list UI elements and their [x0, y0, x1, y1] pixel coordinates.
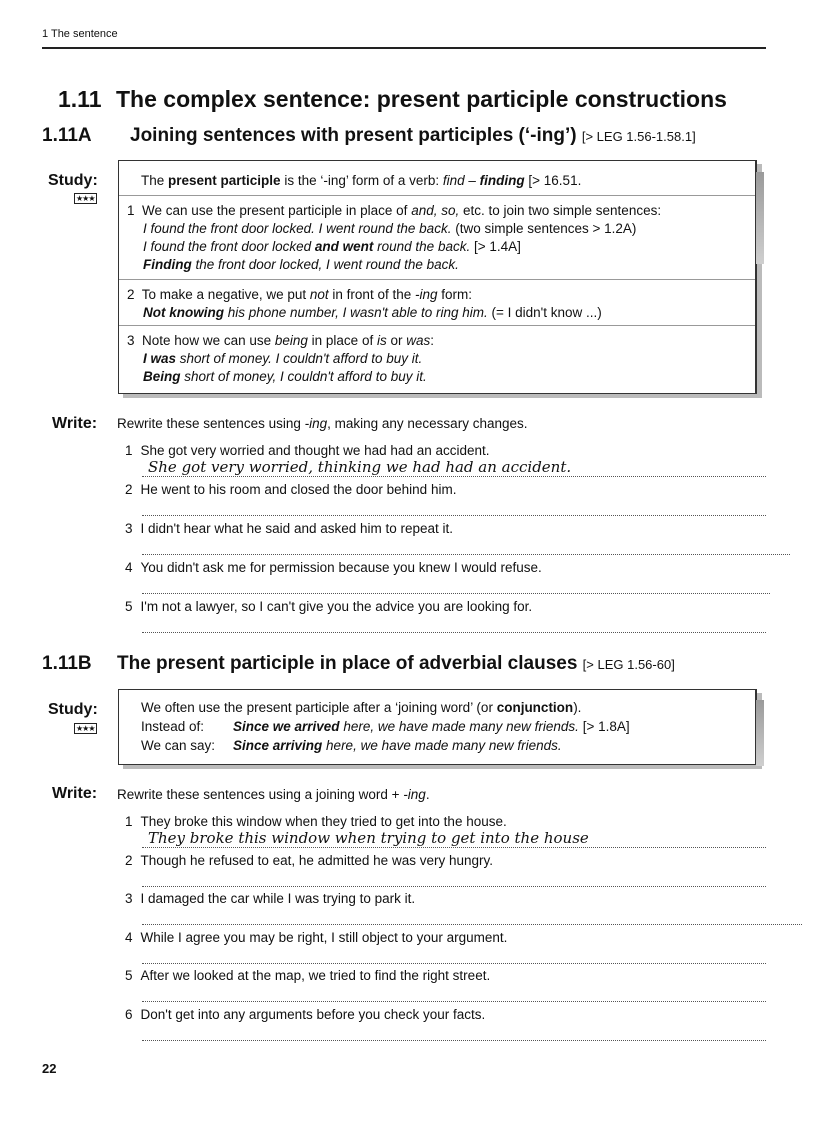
- box-a-point-3-example-2: Being short of money, I couldn't afford to buy it.: [143, 369, 427, 384]
- box-a-point-1: 1 We can use the present participle in place of and, so, etc. to join two simple sentences:: [127, 203, 662, 218]
- main-heading: [58, 86, 727, 113]
- section-a-study-label: Study:: [48, 172, 98, 189]
- answer-line[interactable]: [142, 963, 766, 964]
- answer-line[interactable]: [142, 593, 770, 594]
- section-a-write-label: Write:: [52, 415, 98, 432]
- page-number: 22: [42, 1061, 57, 1076]
- section-a-study-box: [118, 160, 757, 394]
- exercise-number: 3: [125, 891, 133, 906]
- exercise-text: You didn't ask me for permission because you knew I would refuse.: [140, 560, 542, 575]
- exercise-sentence: [125, 443, 490, 458]
- box-a-point-1-example-2: I found the front door locked and went round the back. [> 1.4A]: [143, 239, 521, 254]
- exercise-text: He went to his room and closed the door behind him.: [140, 482, 457, 497]
- main-heading-title: The complex sentence: present participle constructions: [116, 86, 727, 112]
- exercise-text: Though he refused to eat, he admitted he was very hungry.: [140, 852, 493, 868]
- section-a-heading: [42, 125, 696, 147]
- exercise-text: She got very worried and thought we had had an accident.: [140, 443, 490, 458]
- exercise-sentence: [125, 814, 507, 829]
- section-b-title: The present participle in place of adverbial clauses: [117, 653, 578, 674]
- exercise-sentence: [125, 560, 542, 575]
- exercise-number: 4: [125, 560, 133, 575]
- answer-line[interactable]: [142, 1040, 766, 1041]
- section-b-instruction: Rewrite these sentences using a joining word + -ing.: [117, 787, 430, 802]
- answer-line[interactable]: [142, 924, 802, 925]
- box-a-point-3-example-1: I was short of money. I couldn't afford to buy it.: [143, 351, 423, 366]
- answer-line[interactable]: [142, 1001, 766, 1002]
- exercise-sentence: [125, 482, 456, 497]
- difficulty-stars-icon: ★★★: [76, 194, 95, 203]
- exercise-text: They broke this window when they tried to get into the house.: [140, 814, 507, 829]
- exercise-number: 2: [125, 482, 133, 497]
- section-b-heading: [42, 653, 675, 675]
- running-head: 1 The sentence: [42, 28, 118, 40]
- box-a-point-1-example-1: I found the front door locked. I went round the back. (two simple sentences > 1.2A): [143, 221, 637, 236]
- box-a-point-2-example: Not knowing his phone number, I wasn't able to ring him. (= I didn't know ...): [143, 305, 602, 320]
- section-a-title: Joining sentences with present participles (‘-ing’): [130, 125, 577, 146]
- section-b-ref: [> LEG 1.56-60]: [582, 657, 675, 672]
- exercise-sentence: [125, 599, 532, 614]
- handwritten-answer: She got very worried, thinking we had had an accident.: [148, 458, 572, 476]
- exercise-sentence: [125, 968, 490, 983]
- answer-line[interactable]: [142, 847, 766, 848]
- exercise-number: 2: [125, 852, 133, 868]
- box-b-line-3: We can say: Since arriving here, we have made many new friends.: [141, 738, 562, 753]
- exercise-sentence: [125, 853, 493, 868]
- box-a-intro: The present participle is the ‘-ing’ form of a verb: find – finding [> 16.51.: [141, 173, 582, 188]
- section-a-instruction: Rewrite these sentences using -ing, making any necessary changes.: [117, 416, 528, 431]
- exercise-sentence: [125, 891, 415, 906]
- section-a-number: 1.11A: [42, 125, 92, 146]
- exercise-text: I damaged the car while I was trying to park it.: [140, 891, 416, 906]
- box-a-point-2: 2 To make a negative, we put not in front of the -ing form:: [127, 287, 473, 302]
- exercise-number: 5: [125, 599, 133, 614]
- exercise-sentence: [125, 1007, 485, 1022]
- handwritten-answer: They broke this window when trying to get into the house: [148, 829, 589, 847]
- box-a-shadow-strip: [756, 172, 764, 264]
- exercise-sentence: [125, 521, 453, 536]
- exercise-number: 6: [125, 1006, 133, 1022]
- exercise-number: 1: [125, 814, 133, 829]
- exercise-number: 5: [125, 968, 133, 983]
- difficulty-stars-icon: ★★★: [76, 724, 95, 733]
- box-a-point-1-example-3: Finding the front door locked, I went round the back.: [143, 257, 459, 272]
- exercise-text: Don't get into any arguments before you check your facts.: [140, 1006, 486, 1022]
- box-a-point-3: 3 Note how we can use being in place of is or was:: [127, 333, 434, 348]
- exercise-text: I'm not a lawyer, so I can't give you the advice you are looking for.: [140, 599, 533, 614]
- section-b-study-box: [118, 689, 757, 765]
- section-b-number: 1.11B: [42, 653, 92, 674]
- main-heading-number: 1.11: [58, 86, 102, 112]
- answer-line[interactable]: [142, 554, 790, 555]
- header-rule: [42, 47, 766, 49]
- section-b-study-label: Study:: [48, 701, 98, 718]
- answer-line[interactable]: [142, 886, 766, 887]
- exercise-sentence: [125, 930, 507, 945]
- exercise-text: I didn't hear what he said and asked him to repeat it.: [140, 521, 454, 536]
- exercise-number: 3: [125, 521, 133, 536]
- exercise-text: After we looked at the map, we tried to find the right street.: [140, 968, 491, 983]
- exercise-number: 4: [125, 929, 133, 945]
- section-a-ref: [> LEG 1.56-1.58.1]: [581, 129, 696, 144]
- answer-line[interactable]: [142, 632, 766, 633]
- section-b-write-label: Write:: [52, 785, 98, 802]
- exercise-text: While I agree you may be right, I still object to your argument.: [140, 929, 508, 945]
- box-b-line-1: We often use the present participle after a ‘joining word’ (or conjunction).: [141, 700, 582, 715]
- exercise-number: 1: [125, 443, 133, 458]
- box-b-line-2: Instead of: Since we arrived here, we have made many new friends. [> 1.8A]: [141, 719, 630, 734]
- answer-line[interactable]: [142, 476, 766, 477]
- answer-line[interactable]: [142, 515, 766, 516]
- box-b-shadow-strip: [756, 700, 764, 766]
